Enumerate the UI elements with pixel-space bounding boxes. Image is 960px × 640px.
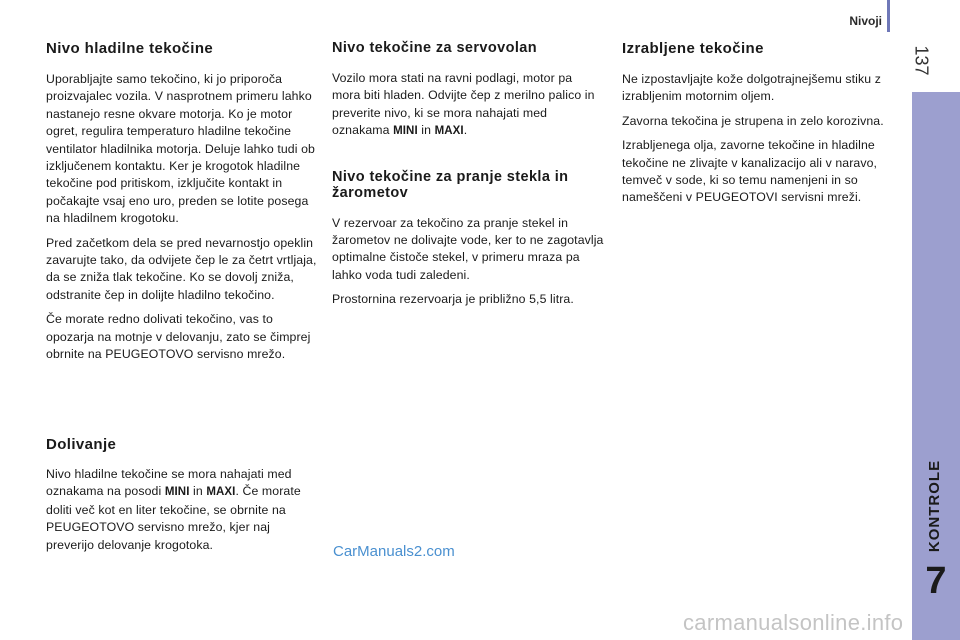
paragraph: Nivo hladilne tekočine se mora nahajati med oznakama na posodi MINI in MAXI. Če morate doliti več kot en liter tekočine, se obrnite na PEUGEOTOVO servisno mrežo, kjer naj preverijo delovanje krogotoka. — [46, 467, 301, 552]
topping-up-body — [46, 466, 318, 561]
mini-mark: MINI — [164, 486, 190, 499]
heading-used-fluids: Izrabljene tekočine — [622, 40, 764, 57]
paragraph: Pred začetkom dela se pred nevarnostjo opeklin zavarujte tako, da odvijete čep le za četrt vrtljaja, da se zniža tlak tekočine. Ko se dovolj zniža, odstranite čep in dolijte hladilno tekočino. — [46, 235, 317, 302]
heading-power-steering: Nivo tekočine za servovolan — [332, 40, 538, 56]
chapter-label: KONTROLE — [926, 459, 943, 553]
paragraph: Ne izpostavljajte kože dolgotrajnejšemu stiku z izrabljenim motornim oljem. — [622, 72, 881, 104]
maxi-mark: MAXI — [434, 125, 464, 138]
page-number: 137 — [911, 45, 932, 76]
chapter-number: 7 — [925, 560, 947, 602]
paragraph: Če morate redno dolivati tekočino, vas to opozarja na motnje v delovanju, zato se čimprej obrnite na PEUGEOTOVO servisno mrežo. — [46, 312, 311, 362]
paragraph: Zavorna tekočina je strupena in zelo korozivna. — [622, 113, 884, 128]
header-divider — [887, 0, 890, 32]
paragraph: Uporabljajte samo tekočino, ki jo priporoča proizvajalec vozila. V nasprotnem primeru lahko nastanejo resne okvare motorja. Ko je motor ogret, regulira temperaturo hladilne tekočine ventilator hladilnika motorja. Deluje lahko tudi ob izključenem kontaktu. Ker je krogotok hladilne tekočine pod pritiskom, izključite kontakt in počakajte vsaj eno uro, preden se lotite posega na hladilnem krogotoku. — [46, 72, 315, 226]
heading-washer-fluid: Nivo tekočine za pranje stekla in žarometov — [332, 168, 569, 201]
column-power-steering — [332, 40, 604, 316]
chapter-tab — [912, 92, 960, 640]
paragraph: Izrabljenega olja, zavorne tekočine in hladilne tekočine ne zlivajte v kanalizacijo ali v naravo, temveč v sode, ki so temu namenjeni in so nameščeni v PEUGEOTOVI servisni mreži. — [622, 138, 878, 205]
column-coolant — [46, 40, 318, 371]
column-used-fluids — [622, 40, 894, 214]
heading-topping-up: Dolivanje — [46, 436, 117, 453]
paragraph: Prostornina rezervoarja je približno 5,5 litra. — [332, 292, 574, 307]
paragraph: V rezervoar za tekočino za pranje stekel in žarometov ne dolivajte vode, ker to ne zagotavlja optimalne čistoče stekel, v primeru mraza pa lahko voda tudi zaledeni. — [332, 215, 604, 282]
mini-mark: MINI — [393, 125, 418, 138]
section-title: Nivoji — [849, 14, 882, 28]
watermark-carmanualsonline: carmanualsonline.info — [683, 610, 904, 635]
paragraph: Vozilo mora stati na ravni podlagi, motor pa mora biti hladen. Odvijte čep z merilno palico in preverite nivo, ki se mora nahajati med oznakama MINI in MAXI. — [332, 71, 595, 138]
heading-coolant-level: Nivo hladilne tekočine — [46, 40, 214, 57]
maxi-mark: MAXI — [206, 486, 236, 499]
watermark-carmanuals: CarManuals2.com — [333, 543, 455, 560]
